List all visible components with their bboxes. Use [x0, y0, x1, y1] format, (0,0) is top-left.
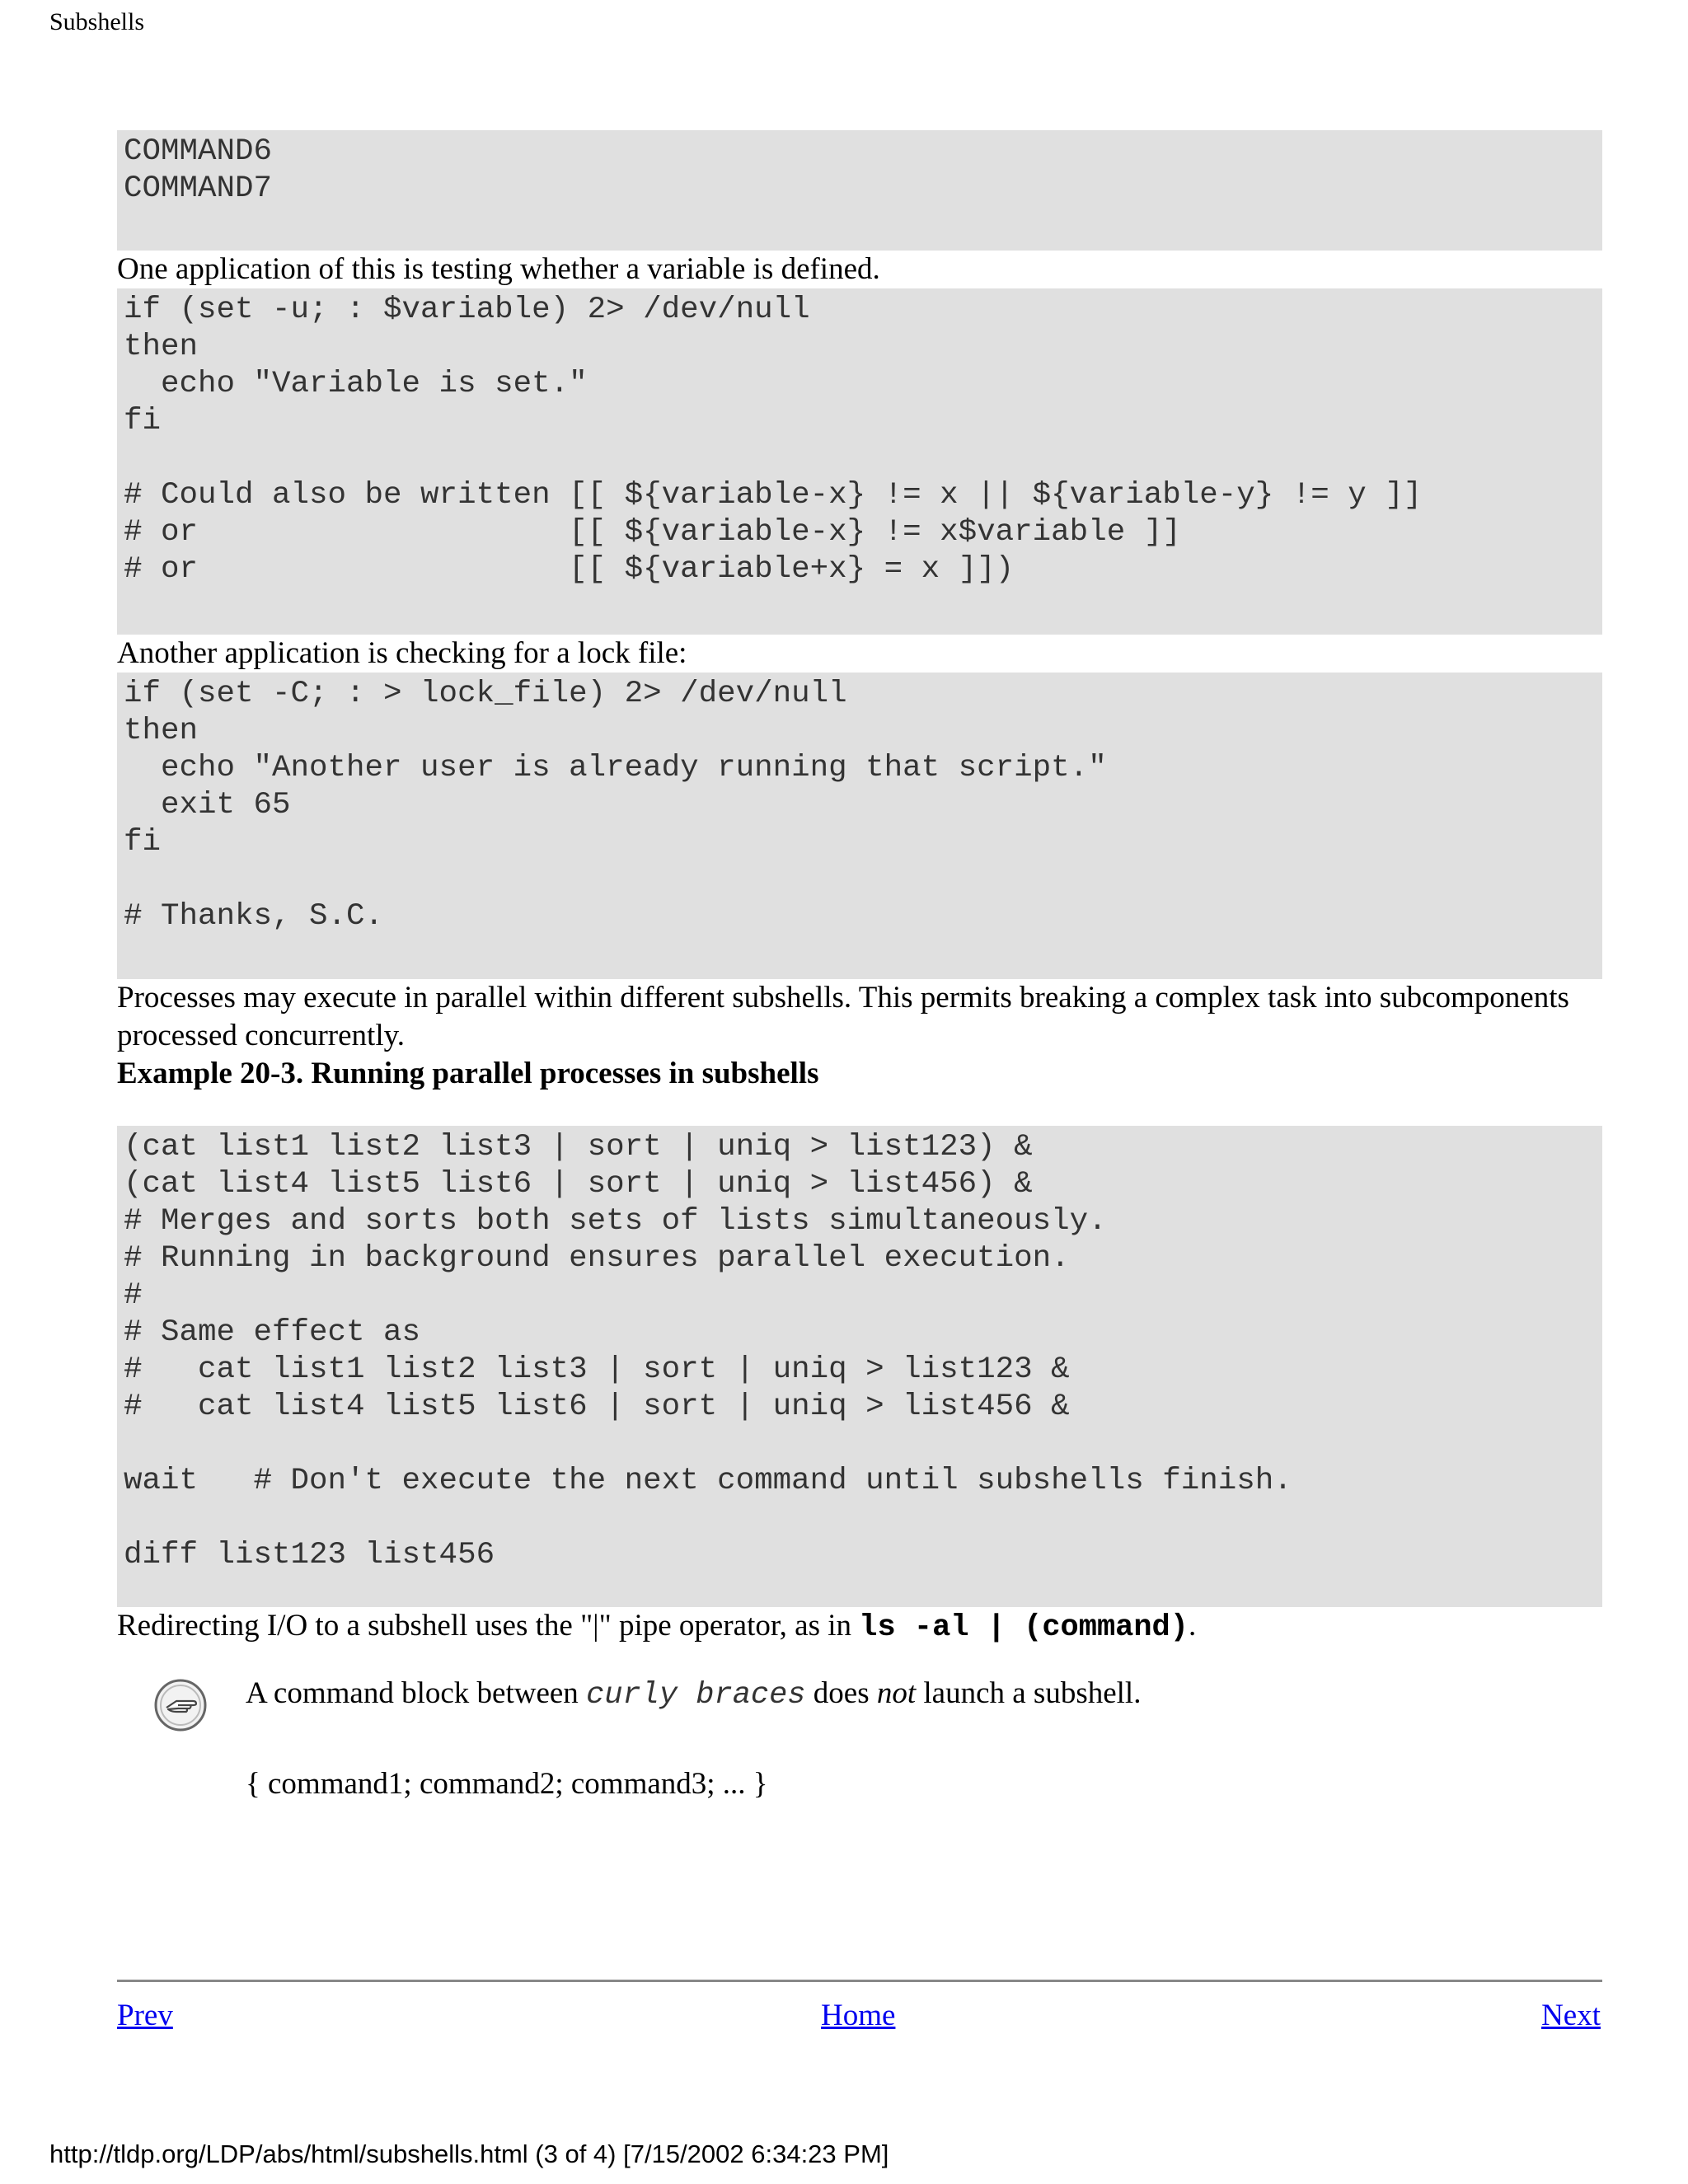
code-block-lock-file: if (set -C; : > lock_file) 2> /dev/null then echo "Another user is already running that script." exit 65 fi # Thanks, S.C. — [117, 673, 1602, 979]
page-footer-url: http://tldp.org/LDP/abs/html/subshells.html (3 of 4) [7/15/2002 6:34:23 PM] — [49, 2139, 889, 2168]
redirect-text: Redirecting I/O to a subshell uses the "|" pipe operator, as in — [117, 1609, 860, 1643]
next-link[interactable]: Next — [1541, 1999, 1601, 2032]
code-block-commands: COMMAND6 COMMAND7 — [117, 130, 1602, 251]
code-block-parallel-example: (cat list1 list2 list3 | sort | uniq > list123) & (cat list4 list5 list6 | sort | uniq > list456) & # Merges and sorts both sets of lists simultaneously. # Running in background ensures parallel execution. # # Same effect as # cat list1 list2 list3 | sort | uniq > list123 & # cat list4 list5 list6 | sort | uniq > list456 & wait # Don't execute the next command until subshells finish. diff list123 list456 — [117, 1126, 1602, 1607]
nav-prev — [117, 1998, 173, 2033]
note-example: { command1; command2; command3; ... } — [246, 1767, 768, 1801]
home-link[interactable]: Home — [821, 1999, 896, 2032]
note-text — [246, 1675, 1141, 1714]
example-title: Example 20-3. Running parallel processes in subshells — [117, 1057, 819, 1090]
footer-divider — [117, 1980, 1602, 1982]
nav-next — [1541, 1998, 1601, 2033]
main-content — [117, 130, 1602, 1801]
code-block-variable-test: if (set -u; : $variable) 2> /dev/null then echo "Variable is set." fi # Could also be written [[ ${variable-x} != x || ${variable-y} != y ]] # or [[ ${variable-x} != x$variable ]] # or [[ ${variable+x} = x ]]) — [117, 288, 1602, 635]
paragraph-parallel: Processes may execute in parallel within different subshells. This permits breaking a complex task into subcomponents processed concurrently. — [117, 981, 1569, 1052]
note-text-a: A command block between — [246, 1676, 587, 1710]
redirect-end: . — [1188, 1609, 1197, 1643]
prev-link[interactable]: Prev — [117, 1999, 173, 2032]
note-text-b: does — [805, 1676, 877, 1710]
pointing-hand-icon — [153, 1678, 208, 1736]
paragraph-variable-defined: One application of this is testing whether a variable is defined. — [117, 252, 880, 286]
page-header-title: Subshells — [49, 8, 145, 35]
note-text-c: launch a subshell. — [916, 1676, 1142, 1710]
nav-home — [821, 1998, 895, 2033]
note-emphasis: not — [876, 1676, 917, 1710]
paragraph-redirecting-io — [117, 1607, 1602, 1647]
inline-command: ls -al | (command) — [859, 1610, 1189, 1645]
paragraph-lock-file: Another application is checking for a lock file: — [117, 636, 687, 670]
note-code: curly braces — [586, 1678, 806, 1713]
note-box — [117, 1675, 1602, 1801]
